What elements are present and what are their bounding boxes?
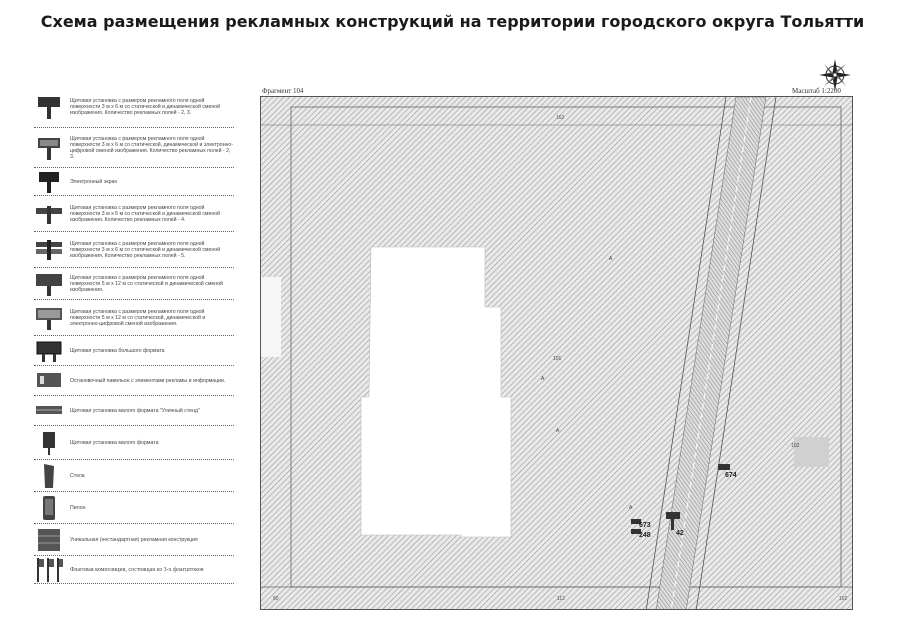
edge-label-top: 162 xyxy=(556,115,565,121)
legend-item-shield-3x6-electronic xyxy=(34,128,234,168)
legend-text: Щитовая установка с размером рекламного поля одной поверхности 5 м х 12 м со статической и динамической сменой изображения. xyxy=(70,274,223,293)
map-fragment xyxy=(260,96,853,610)
parcel-label: А xyxy=(541,376,545,382)
flag-composition-icon xyxy=(34,556,64,584)
shield-billboard-electronic-icon xyxy=(34,134,64,162)
map-legend xyxy=(34,86,234,584)
legend-text: Щитовая установка с размером рекламного поля одной поверхности 3 м х 6 м со статической, динамической и электронно-цифровой сменой изображения. Количество рекламных полей - 2, 3. xyxy=(70,135,234,160)
edge-label-bottom: 112 xyxy=(557,596,565,602)
legend-text: Щитовая установка большого формата xyxy=(70,347,165,354)
legend-item-unique xyxy=(34,524,234,556)
legend-text: Уникальная (нестандартная) рекламная конструкция xyxy=(70,536,198,543)
legend-item-bus-stop xyxy=(34,366,234,396)
pylon-icon xyxy=(34,494,64,522)
legend-item-shield-4fields xyxy=(34,196,234,232)
legend-text: Флаговая композиция, состоящая из 3-х флагштоков xyxy=(70,566,204,573)
map-canvas xyxy=(261,97,853,610)
parcel-label: А xyxy=(609,256,613,262)
stela-icon xyxy=(34,462,64,490)
legend-item-shield-5x12 xyxy=(34,268,234,300)
legend-text: Щитовая установка с размером рекламного поля одной поверхности 3 м х 6 м со статической и динамической сменой изображения. Количество рекламных полей - 4. xyxy=(70,204,221,223)
legend-text: Щитовая установка малого формата "Уличный стенд" xyxy=(70,407,200,414)
legend-item-shield-5fields xyxy=(34,232,234,268)
unique-structure-icon xyxy=(34,526,64,554)
svg-text:248: 248 xyxy=(639,532,651,539)
svg-text:674: 674 xyxy=(725,472,737,479)
legend-text: Остановочный павильон с элементами рекламы и информации. xyxy=(70,377,226,384)
legend-text: Щитовая установка малого формата xyxy=(70,439,159,446)
legend-text: Щитовая установка с размером рекламного поля одной поверхности 3 м х 6 м со статической и динамической сменой изображения. Количество рекламных полей - 5. xyxy=(70,240,221,259)
parcel-label: А xyxy=(556,428,560,434)
legend-item-electronic-screen xyxy=(34,168,234,196)
small-parcel xyxy=(794,437,829,467)
page-title: Схема размещения рекламных конструкций на территории городского округа Тольятти xyxy=(40,12,865,31)
edge-label-right-bottom: 102 xyxy=(839,596,848,602)
parcel-label: 102 xyxy=(791,443,800,449)
legend-item-flags xyxy=(34,556,234,584)
legend-text: Щитовая установка с размером рекламного поля одной поверхности 5 м х 12 м со статической, динамической и электронно-цифровой сменой изображения. xyxy=(70,308,206,327)
parcel-label: А xyxy=(629,505,633,511)
shield-5x12-electronic-icon xyxy=(34,304,64,332)
svg-text:673: 673 xyxy=(639,522,651,529)
shield-4fields-icon xyxy=(34,200,64,228)
legend-text: Пилон xyxy=(70,504,86,511)
open-area-left xyxy=(261,277,281,357)
parcel-label: 101 xyxy=(553,356,562,362)
bus-stop-icon xyxy=(34,367,64,395)
legend-item-small-format xyxy=(34,426,234,460)
legend-item-shield-5x12-electronic xyxy=(34,300,234,336)
electronic-screen-icon xyxy=(34,168,64,196)
legend-item-street-stand xyxy=(34,396,234,426)
fragment-label: Фрагмент 104 xyxy=(262,87,304,95)
legend-item-shield-3x6 xyxy=(34,86,234,128)
shield-5fields-icon xyxy=(34,236,64,264)
legend-item-pylon xyxy=(34,492,234,524)
small-format-icon xyxy=(34,429,64,457)
legend-text: Электронный экран xyxy=(70,178,118,185)
legend-text: Стела xyxy=(70,472,85,479)
edge-label-left-bottom: 80 xyxy=(273,596,279,602)
legend-item-large-format xyxy=(34,336,234,366)
svg-text:42: 42 xyxy=(676,530,684,537)
street-stand-icon xyxy=(34,397,64,425)
large-format-icon xyxy=(34,337,64,365)
legend-text: Щитовая установка с размером рекламного поля одной поверхности 3 м х 6 м со статической и динамической сменой изображения. Количество рекламных полей - 2, 3. xyxy=(70,97,221,116)
shield-billboard-icon xyxy=(34,93,64,121)
scale-label: Масштаб 1:2200 xyxy=(792,87,841,95)
legend-item-stela xyxy=(34,460,234,492)
shield-5x12-icon xyxy=(34,270,64,298)
